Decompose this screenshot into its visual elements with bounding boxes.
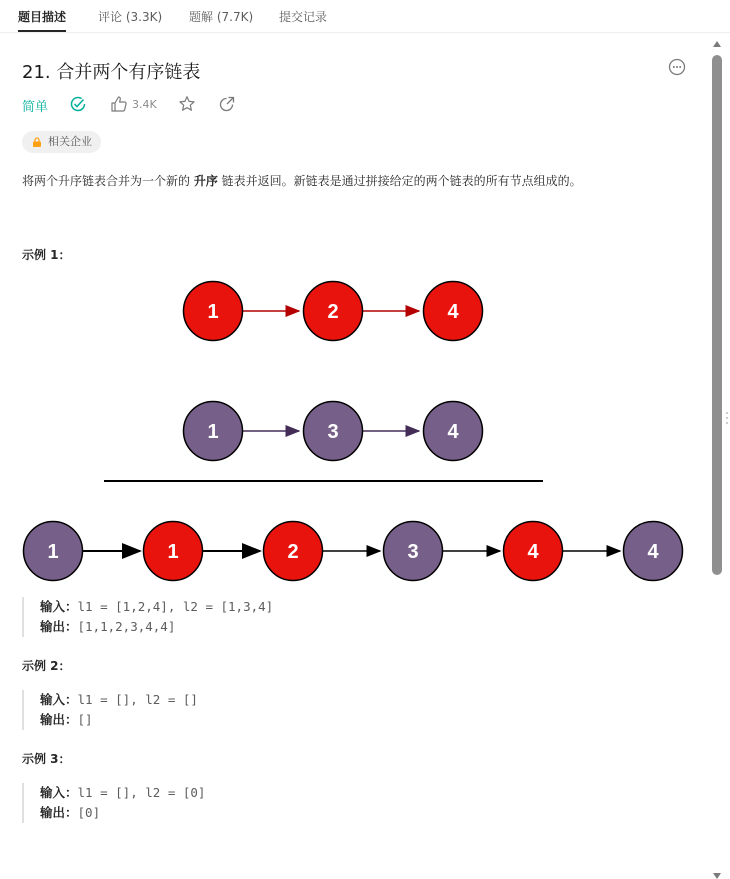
input-label: 输入： (40, 599, 78, 614)
example-1-title: 示例 1： (22, 248, 71, 262)
list2-node-label: 3 (327, 421, 339, 443)
merged-node (384, 522, 443, 581)
check-circle-icon (69, 95, 87, 113)
example-3-io (22, 783, 205, 823)
list1-node-label: 2 (327, 301, 339, 323)
problem-title: 21. 合并两个有序链表 (22, 62, 201, 83)
example-output: [1,1,2,3,4,4] (77, 619, 176, 634)
scroll-thumb[interactable] (712, 55, 722, 575)
example-2-title: 示例 2： (22, 659, 71, 673)
share-icon[interactable] (218, 95, 236, 113)
example-output: [] (77, 712, 93, 727)
list2-node (304, 402, 363, 461)
merged-node (264, 522, 323, 581)
merged-node (24, 522, 83, 581)
problem-description (22, 172, 582, 189)
example-3-title: 示例 3： (22, 752, 71, 766)
example-input: l1 = [], l2 = [] (77, 692, 198, 707)
problem-meta (22, 95, 322, 115)
example-1-io (22, 597, 273, 637)
merged-node-label: 3 (407, 541, 419, 563)
like-count: 3.4K (132, 98, 157, 111)
scroll-down-icon[interactable] (713, 873, 721, 879)
thumbs-up-icon[interactable] (110, 95, 128, 113)
merged-node-label: 4 (527, 541, 539, 563)
description-text: 将两个升序链表合并为一个新的 (22, 174, 194, 188)
description-text-end: 链表并返回。新链表是通过拼接给定的两个链表的所有节点组成的。 (217, 174, 582, 188)
star-icon[interactable] (178, 95, 196, 113)
example-output: [0] (77, 805, 101, 820)
problem-content (0, 33, 708, 879)
output-label: 输出： (40, 805, 78, 820)
more-icon[interactable] (668, 58, 686, 76)
list2-node-label: 1 (207, 421, 219, 443)
list1-node (304, 282, 363, 341)
list1-node (184, 282, 243, 341)
tab-solutions[interactable]: 题解 (7.7K) (189, 10, 254, 24)
input-label: 输入： (40, 692, 78, 707)
list1-node-label: 4 (447, 301, 459, 323)
list1-node (424, 282, 483, 341)
merged-node-label: 4 (647, 541, 659, 563)
merged-node-label: 1 (167, 541, 179, 563)
company-tag[interactable] (22, 131, 101, 153)
difficulty-badge: 简单 (22, 100, 49, 115)
list1-node-label: 1 (207, 301, 219, 323)
scroll-up-icon[interactable] (713, 41, 721, 47)
tab-description[interactable]: 题目描述 (18, 10, 67, 24)
list2-node-label: 4 (447, 421, 459, 443)
example-input: l1 = [], l2 = [0] (77, 785, 206, 800)
tab-comments[interactable]: 评论 (3.3K) (98, 10, 163, 24)
lock-icon (32, 137, 42, 147)
tab-bar (0, 0, 730, 33)
merged-node (624, 522, 683, 581)
list2-node (424, 402, 483, 461)
merged-node-label: 1 (47, 541, 59, 563)
panel-resize-handle-icon[interactable] (725, 411, 729, 425)
merged-node-label: 2 (287, 541, 299, 563)
tab-submissions[interactable]: 提交记录 (279, 10, 328, 24)
active-tab-indicator (18, 30, 66, 32)
list2-node (184, 402, 243, 461)
description-emphasis: 升序 (193, 174, 218, 188)
company-tag-label: 相关企业 (48, 135, 92, 148)
merge-diagram (0, 265, 708, 591)
merged-node (504, 522, 563, 581)
example-2-io (22, 690, 198, 730)
output-label: 输出： (40, 619, 78, 634)
vertical-scrollbar[interactable] (708, 33, 730, 879)
output-label: 输出： (40, 712, 78, 727)
example-input: l1 = [1,2,4], l2 = [1,3,4] (77, 599, 274, 614)
input-label: 输入： (40, 785, 78, 800)
merged-node (144, 522, 203, 581)
